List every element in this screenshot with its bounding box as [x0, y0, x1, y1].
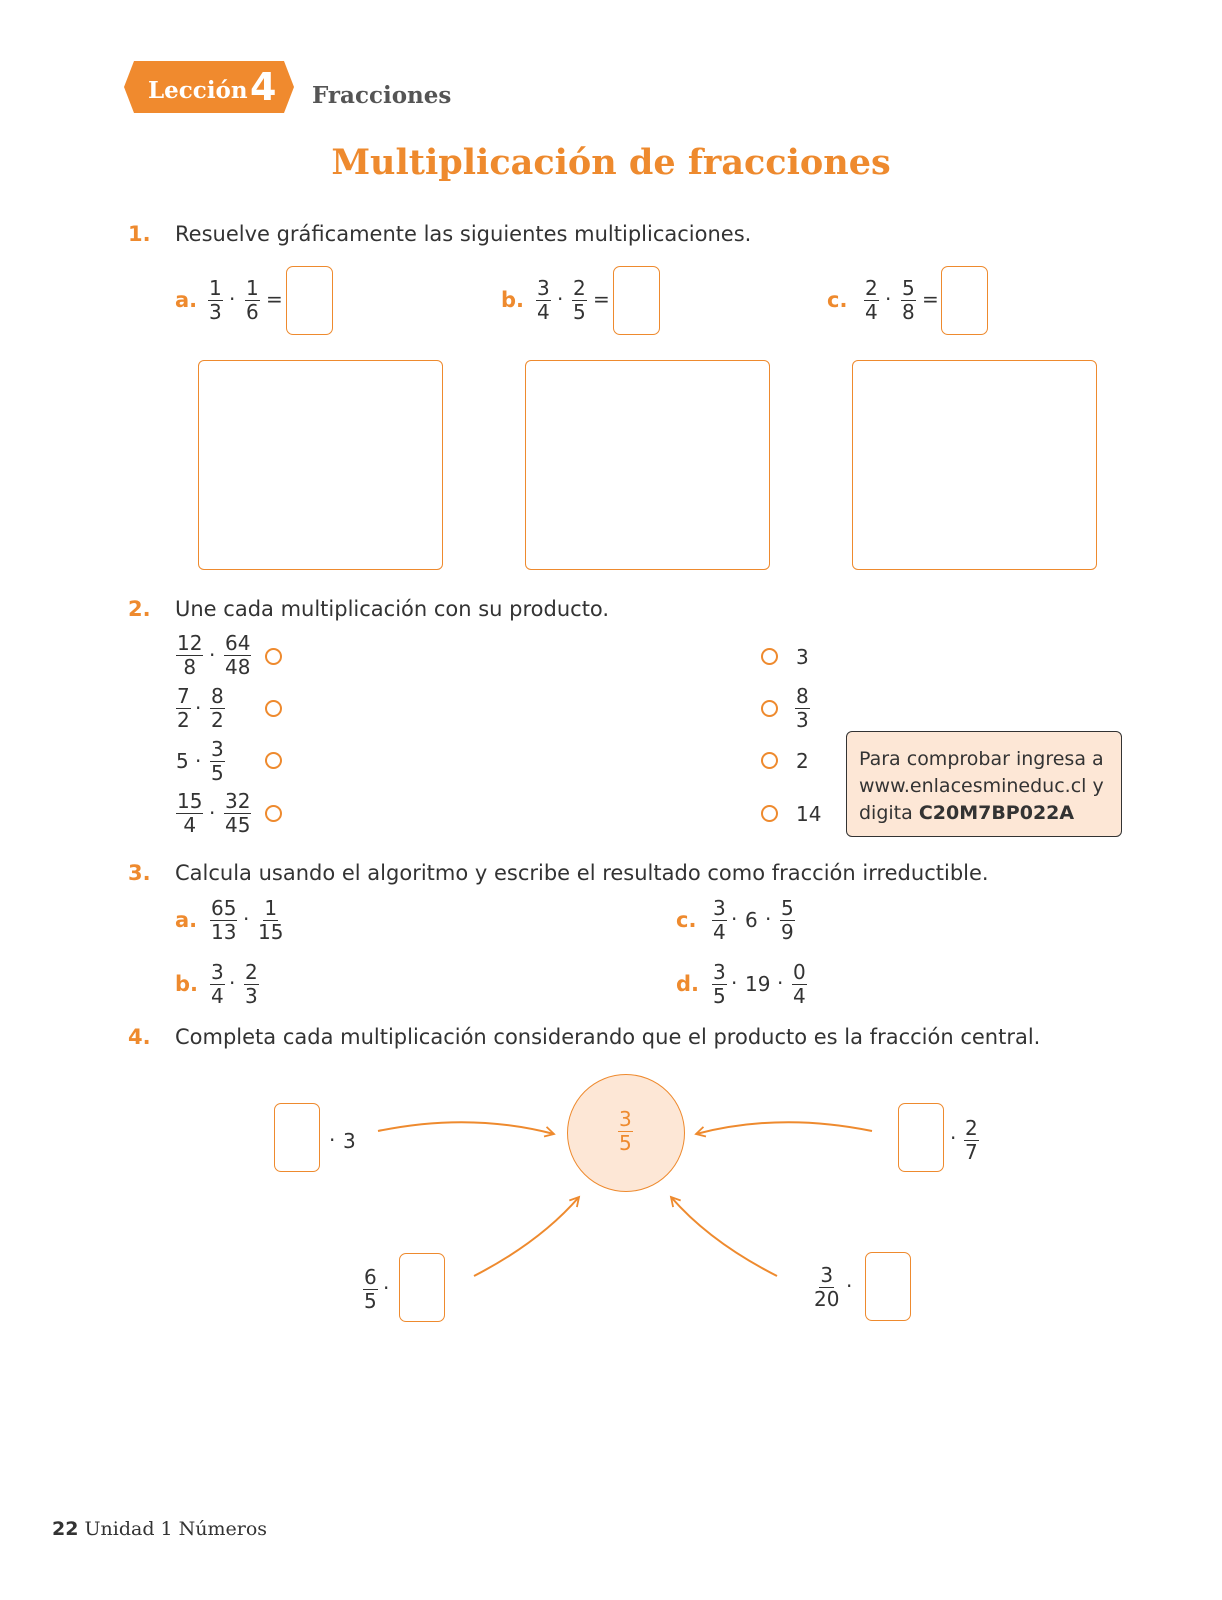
info-line-2: www.enlacesmineduc.cl y — [859, 775, 1104, 797]
ex2-left-2-fraction-2: $\frac{8}{2}$ — [211, 684, 224, 732]
ex1-c-fraction-1: $\frac{2}{4}$ — [865, 276, 878, 324]
multiplication-dot: · — [243, 907, 250, 931]
page-footer — [52, 1518, 267, 1540]
exercise-1-instruction: Resuelve gráficamente las siguientes multiplicaciones. — [175, 222, 752, 246]
page-number: 22 — [52, 1518, 79, 1540]
ex3-b-label: b. — [175, 972, 199, 996]
info-line-1: Para comprobar ingresa a — [859, 748, 1104, 770]
multiplication-dot: · — [383, 1276, 390, 1300]
lesson-topic: Fracciones — [312, 82, 452, 109]
footer-section: Números — [178, 1518, 268, 1540]
multiplication-dot: · — [209, 643, 216, 667]
ex1-b-fraction-2: $\frac{2}{5}$ — [573, 276, 586, 324]
ex2-left-4-fraction-2: $\frac{32}{45}$ — [225, 789, 251, 837]
ex4-bottom-right-factor: $\frac{3}{20}$ — [814, 1263, 840, 1311]
ex3-b-fraction-2: $\frac{2}{3}$ — [245, 960, 258, 1008]
ex3-a-label: a. — [175, 908, 198, 932]
multiplication-dot: · — [209, 801, 216, 825]
ex1-b-fraction-1: $\frac{3}{4}$ — [537, 276, 550, 324]
ex3-c-whole: 6 — [745, 908, 758, 932]
ex3-a-fraction-1: $\frac{65}{13}$ — [211, 896, 237, 944]
exercise-2-instruction: Une cada multiplicación con su producto. — [175, 597, 610, 621]
multiplication-dot: · — [731, 907, 738, 931]
exercise-4-number: 4. — [128, 1025, 151, 1049]
ex3-c-label: c. — [676, 908, 697, 932]
ex4-bottom-right-answer-box[interactable] — [865, 1252, 911, 1321]
multiplication-dot: · — [557, 287, 564, 311]
equals-sign: = — [922, 287, 939, 311]
ex2-left-2-fraction-1: $\frac{7}{2}$ — [177, 684, 190, 732]
ex3-d-label: d. — [676, 972, 700, 996]
arrow-top-left — [378, 1122, 554, 1134]
ex3-c-fraction-1: $\frac{3}{4}$ — [713, 896, 726, 944]
exercise-3-instruction: Calcula usando el algoritmo y escribe el resultado como fracción irreductible. — [175, 861, 989, 885]
ex1-a-fraction-1: $\frac{1}{3}$ — [209, 276, 222, 324]
ex2-left-1-fraction-1: $\frac{12}{8}$ — [177, 631, 203, 679]
ex1-c-label: c. — [827, 288, 848, 312]
ex2-right-1-value: 3 — [796, 645, 809, 669]
ex2-left-3-whole: 5 — [176, 749, 189, 773]
equals-sign: = — [593, 287, 610, 311]
info-code: C20M7BP022A — [918, 802, 1075, 824]
multiplication-dot: · — [885, 287, 892, 311]
ex3-a-fraction-2: $\frac{1}{15}$ — [258, 896, 284, 944]
ex1-c-fraction-2: $\frac{5}{8}$ — [902, 276, 915, 324]
central-fraction: $\frac{3}{5}$ — [619, 1107, 632, 1155]
multiplication-dot: · — [195, 749, 202, 773]
ex3-d-whole: 19 — [745, 972, 771, 996]
arrow-bottom-left — [474, 1197, 579, 1276]
ex3-d-fraction-2: $\frac{0}{4}$ — [793, 960, 806, 1008]
ex2-left-4-fraction-1: $\frac{15}{4}$ — [177, 789, 203, 837]
exercise-1-number: 1. — [128, 222, 151, 246]
page-title: Multiplicación de fracciones — [331, 142, 891, 183]
multiplication-dot: · — [765, 907, 772, 931]
ex4-bottom-left-factor: $\frac{6}{5}$ — [364, 1265, 377, 1313]
ex3-d-fraction-1: $\frac{3}{5}$ — [713, 960, 726, 1008]
ex1-a-label: a. — [175, 288, 198, 312]
ex4-top-left-factor: 3 — [343, 1129, 356, 1153]
arrow-bottom-right — [671, 1197, 777, 1276]
lesson-word: Lección — [148, 77, 248, 104]
ex2-right-4-value: 14 — [796, 802, 822, 826]
ex2-left-1-fraction-2: $\frac{64}{48}$ — [225, 631, 251, 679]
multiplication-dot: · — [229, 971, 236, 995]
ex2-left-3-fraction: $\frac{3}{5}$ — [211, 737, 224, 785]
ex4-bottom-left-answer-box[interactable] — [399, 1253, 445, 1322]
multiplication-dot: · — [950, 1126, 957, 1150]
multiplication-dot: · — [329, 1128, 336, 1152]
multiplication-dot: · — [777, 971, 784, 995]
lesson-number: 4 — [250, 65, 277, 109]
ex4-top-left-answer-box[interactable] — [274, 1103, 320, 1172]
ex4-top-right-answer-box[interactable] — [898, 1103, 944, 1172]
ex2-right-2-fraction: $\frac{8}{3}$ — [796, 684, 809, 732]
multiplication-dot: · — [195, 696, 202, 720]
info-line-3-prefix: digita — [859, 802, 919, 824]
exercise-4-instruction: Completa cada multiplicación considerando que el producto es la fracción central. — [175, 1025, 1041, 1049]
exercise-3-number: 3. — [128, 861, 151, 885]
ex3-c-fraction-2: $\frac{5}{9}$ — [781, 896, 794, 944]
footer-unit: Unidad 1 — [84, 1518, 173, 1540]
ex1-a-fraction-2: $\frac{1}{6}$ — [246, 276, 259, 324]
multiplication-dot: · — [229, 287, 236, 311]
ex3-b-fraction-1: $\frac{3}{4}$ — [211, 960, 224, 1008]
ex1-b-label: b. — [501, 288, 525, 312]
ex2-right-3-value: 2 — [796, 749, 809, 773]
exercise-2-number: 2. — [128, 597, 151, 621]
arrow-top-right — [696, 1122, 872, 1134]
multiplication-dot: · — [846, 1274, 853, 1298]
equals-sign: = — [266, 287, 283, 311]
ex4-top-right-factor: $\frac{2}{7}$ — [965, 1116, 978, 1164]
multiplication-dot: · — [731, 971, 738, 995]
